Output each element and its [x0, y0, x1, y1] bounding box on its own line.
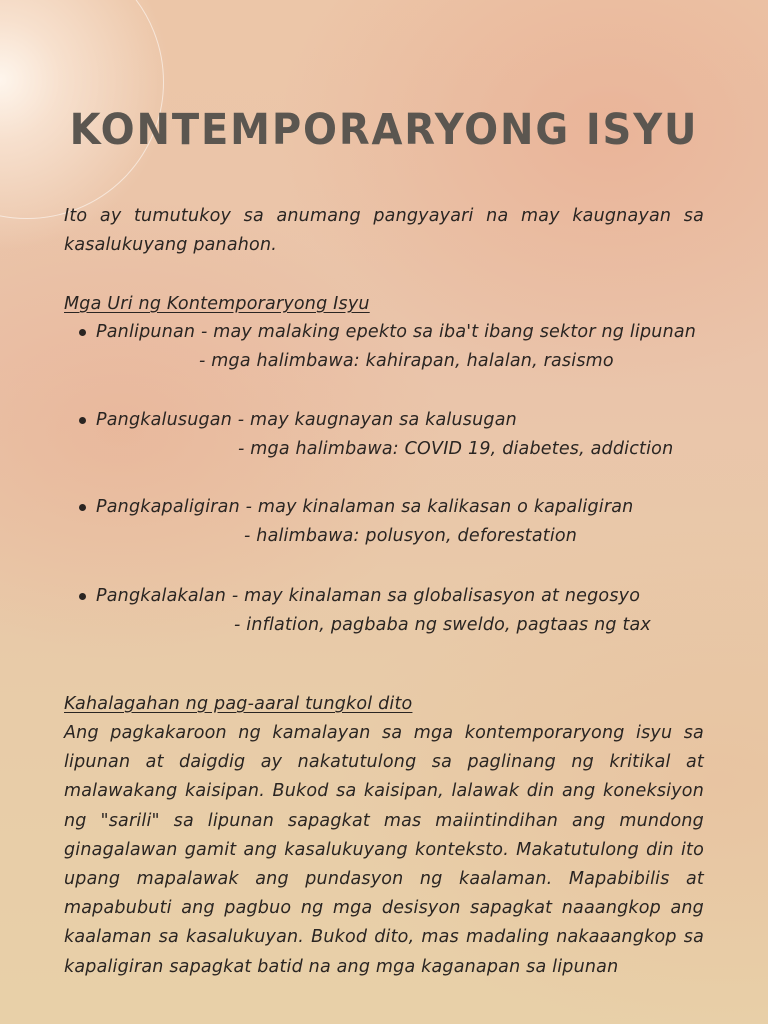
bullet-icon: [79, 504, 86, 511]
bullet-icon: [79, 593, 86, 600]
page-title: KONTEMPORARYONG ISYU: [69, 105, 699, 155]
intro-paragraph: Ito ay tumutukoy sa anumang pangyayari na may kaugnayan sa kasalukuyang panahon.: [64, 206, 704, 256]
type-item-pangkalakalan: Pangkalakalan - may kinalaman sa globalisasyon at negosyo: [96, 586, 641, 606]
type-item-pangkapaligiran: Pangkapaligiran - may kinalaman sa kalikasan o kapaligiran: [96, 497, 634, 517]
importance-paragraph: Ang pagkakaroon ng kamalayan sa mga kontemporaryong isyu sa lipunan at daigdig ay nakatutulong sa paglinang ng kritikal at malawakang kaisipan. Bukod sa kaisipan, lalawak din ang koneksiyon ng "sarili" sa lipunan sapagkat mas maiintindihan ang mundong ginagalawan gamit ang kasalukuyang konteksto. Makatutulong din ito upang mapalawak ang pundasyon ng kaalaman. Mapabibilis at mapabubuti ang pagbuo ng mga desisyon sapagkat naaangkop ang kaalaman sa kasalukuyan. Bukod dito, mas madaling nakaaangkop sa kapaligiran sapagkat batid na ang mga kaganapan sa lipunan: [64, 723, 704, 977]
type-example-pangkalusugan: - mga halimbawa: COVID 19, diabetes, addiction: [238, 439, 674, 459]
bullet-icon: [79, 417, 86, 424]
type-item-panlipunan: Panlipunan - may malaking epekto sa iba't ibang sektor ng lipunan: [96, 322, 697, 342]
type-item-pangkalusugan: Pangkalusugan - may kaugnayan sa kalusugan: [96, 410, 517, 430]
types-heading: Mga Uri ng Kontemporaryong Isyu: [64, 294, 370, 314]
importance-heading: Kahalagahan ng pag-aaral tungkol dito: [64, 694, 413, 714]
type-example-panlipunan: - mga halimbawa: kahirapan, halalan, rasismo: [199, 351, 614, 371]
bullet-icon: [79, 329, 86, 336]
type-example-pangkapaligiran: - halimbawa: polusyon, deforestation: [244, 526, 578, 546]
type-example-pangkalakalan: - inflation, pagbaba ng sweldo, pagtaas ng tax: [234, 615, 651, 635]
